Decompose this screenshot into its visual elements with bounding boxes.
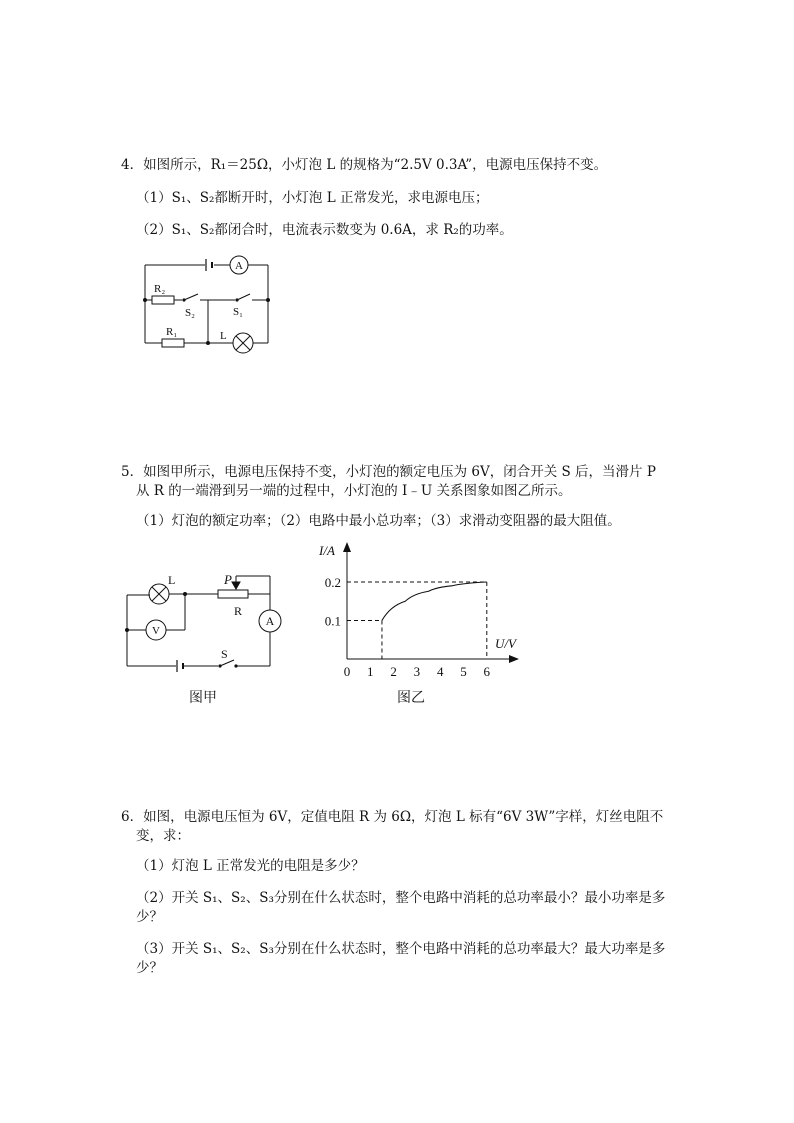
q5-rheostat bbox=[218, 590, 248, 598]
y-axis-arrow bbox=[343, 542, 351, 552]
q5-stem-line1: 5．如图甲所示，电源电压保持不变，小灯泡的额定电压为 6V，闭合开关 S 后，当滑片 P bbox=[121, 464, 656, 480]
q4-r1-resistor bbox=[162, 339, 184, 347]
q4-part1: （1）S₁、S₂都断开时，小灯泡 L 正常发光，求电源电压； bbox=[136, 190, 489, 206]
q4-s1-label: S₁ bbox=[233, 306, 243, 318]
q5-lamp-label: L bbox=[168, 573, 176, 587]
q5-ammeter-label: A bbox=[265, 614, 275, 628]
q6-part2-line2: 少？ bbox=[136, 909, 163, 925]
x-tick-label: 2 bbox=[390, 664, 397, 679]
q4-stem: 4．如图所示，R₁＝25Ω，小灯泡 L 的规格为“2.5V 0.3A”，电源电压保持不变。 bbox=[121, 157, 608, 173]
q5-rheostat-label: R bbox=[234, 604, 243, 618]
x-axis-arrow bbox=[509, 655, 519, 663]
q5-circuit-diagram bbox=[120, 568, 290, 673]
q4-s2-switch bbox=[184, 294, 198, 300]
x-tick-label: 1 bbox=[367, 664, 374, 679]
x-tick-label: 3 bbox=[413, 664, 421, 679]
q4-lamp-label: L bbox=[220, 330, 227, 342]
q5-parts: （1）灯泡的额定功率；（2）电路中最小总功率；（3）求滑动变阻器的最大阻值。 bbox=[136, 513, 621, 529]
y-axis-label: I/A bbox=[319, 543, 335, 558]
q4-r2-resistor bbox=[152, 296, 174, 304]
q4-part2: （2）S₁、S₂都闭合时，电流表示数变为 0.6A，求 R₂的功率。 bbox=[136, 222, 513, 238]
q5-stem-line2: 从 R 的一端滑到另一端的过程中，小灯泡的 I﹣U 关系图象如图乙所示。 bbox=[136, 483, 572, 499]
q4-ammeter-label: A bbox=[235, 260, 243, 272]
x-axis-label: U/V bbox=[495, 636, 516, 651]
q6-part3-line1: （3）开关 S₁、S₂、S₃分别在什么状态时，整个电路中消耗的总功率最大？最大功率是多 bbox=[136, 941, 666, 957]
q6-stem-line1: 6．如图，电源电压恒为 6V，定值电阻 R 为 6Ω，灯泡 L 标有“6V 3W”字样，灯丝电阻不 bbox=[121, 809, 664, 825]
x-tick-label: 5 bbox=[460, 664, 467, 679]
q5-iu-chart bbox=[305, 538, 535, 683]
q5-switch-label: S bbox=[221, 647, 228, 661]
q5-caption-yi: 图乙 bbox=[397, 690, 425, 706]
q4-circuit-diagram bbox=[140, 250, 275, 355]
iu-curve bbox=[382, 582, 487, 621]
q6-part1: （1）灯泡 L 正常发光的电阻是多少？ bbox=[136, 858, 365, 874]
y-tick-label: 0.2 bbox=[324, 575, 341, 590]
q5-caption-jia: 图甲 bbox=[189, 690, 217, 706]
q6-stem-line2: 变，求： bbox=[136, 828, 190, 844]
x-tick-label: 0 bbox=[343, 664, 351, 679]
q4-r1-label: R₁ bbox=[166, 326, 178, 338]
q4-s2-label: S₂ bbox=[185, 307, 195, 319]
q4-r2-label: R₂ bbox=[154, 283, 166, 295]
y-tick-label: 0.1 bbox=[324, 613, 341, 629]
q6-part3-line2: 少？ bbox=[136, 960, 163, 976]
q5-slider-label: P bbox=[224, 572, 232, 587]
x-tick-label: 4 bbox=[436, 664, 444, 679]
q4-s1-switch bbox=[237, 294, 250, 300]
x-tick-label: 6 bbox=[483, 664, 491, 679]
q6-part2-line1: （2）开关 S₁、S₂、S₃分别在什么状态时，整个电路中消耗的总功率最小？最小功率是多 bbox=[136, 890, 666, 906]
q5-voltmeter-label: V bbox=[152, 625, 160, 637]
